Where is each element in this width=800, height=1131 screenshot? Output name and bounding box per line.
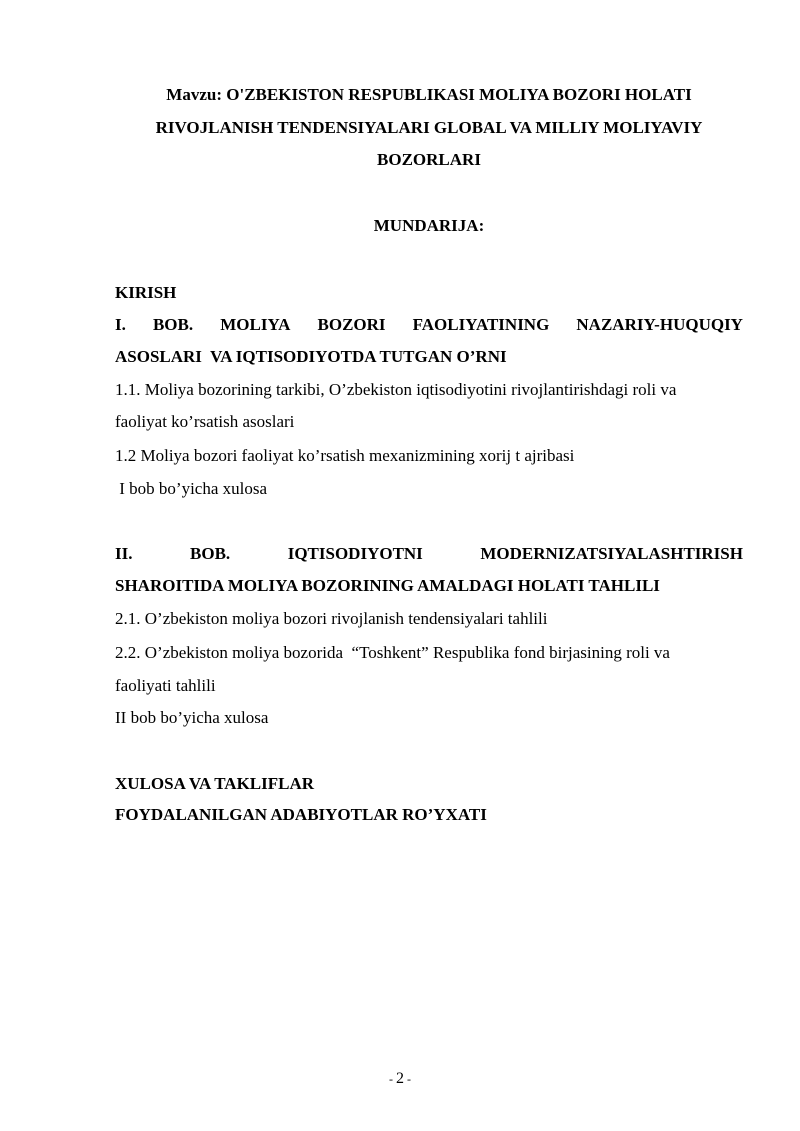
toc-chapter2-title-line1: [115, 543, 743, 565]
chapter2-word: IQTISODIYOTNI: [287, 544, 423, 563]
chapter1-word: FAOLIYATINING: [412, 315, 550, 334]
toc-section-1-2: 1.2 Moliya bozori faoliyat ko’rsatish mexanizmining xorij t ajribasi: [115, 446, 575, 465]
title-line-2: RIVOJLANISH TENDENSIYALARI GLOBAL VA MILLIY MOLIYAVIY: [155, 118, 703, 137]
chapter1-word: MOLIYA: [220, 315, 291, 334]
title-line-3: BOZORLARI: [377, 150, 481, 169]
chapter2-word: BOB.: [190, 544, 231, 563]
chapter1-word: I.: [115, 315, 126, 334]
chapter1-word: BOZORI: [317, 315, 386, 334]
toc-intro: KIRISH: [115, 283, 177, 302]
chapter2-word: II.: [115, 544, 133, 563]
toc-chapter1-title-line1: [115, 314, 743, 336]
toc-section-1-1-line1: 1.1. Moliya bozorining tarkibi, O’zbekiston iqtisodiyotini rivojlantirishdagi roli va: [115, 380, 677, 399]
toc-chapter2-conclusion: II bob bo’yicha xulosa: [115, 708, 269, 727]
page-number-dash-left: -: [389, 1072, 396, 1086]
contents-heading: MUNDARIJA:: [373, 216, 485, 235]
toc-section-2-1: 2.1. O’zbekiston moliya bozori rivojlanish tendensiyalari tahlili: [115, 609, 548, 628]
toc-section-2-2-line1: 2.2. O’zbekiston moliya bozorida “Toshkent” Respublika fond birjasining roli va: [115, 643, 670, 662]
toc-conclusions: XULOSA VA TAKLIFLAR: [115, 774, 315, 793]
toc-bibliography: FOYDALANILGAN ADABIYOTLAR RO’YXATI: [115, 805, 487, 824]
page-number-dash-right: -: [404, 1072, 411, 1086]
chapter2-word: MODERNIZATSIYALASHTIRISH: [480, 544, 743, 563]
toc-section-1-1-line2: faoliyat ko’rsatish asoslari: [115, 412, 295, 431]
toc-chapter1-conclusion: I bob bo’yicha xulosa: [115, 479, 268, 498]
title-line-1: Mavzu: O'ZBEKISTON RESPUBLIKASI MOLIYA BOZORI HOLATI: [166, 85, 692, 104]
toc-section-2-2-line2: faoliyati tahlili: [115, 676, 216, 695]
toc-chapter1-title-line2: ASOSLARI VA IQTISODIYOTDA TUTGAN O’RNI: [115, 347, 507, 366]
chapter1-word: BOB.: [152, 315, 194, 334]
page-number-value: 2: [396, 1070, 404, 1087]
toc-chapter2-title-line2: SHAROITIDA MOLIYA BOZORINING AMALDAGI HOLATI TAHLILI: [115, 576, 660, 595]
page-number: [0, 1070, 800, 1088]
chapter1-word: NAZARIY-HUQUQIY: [576, 315, 743, 334]
